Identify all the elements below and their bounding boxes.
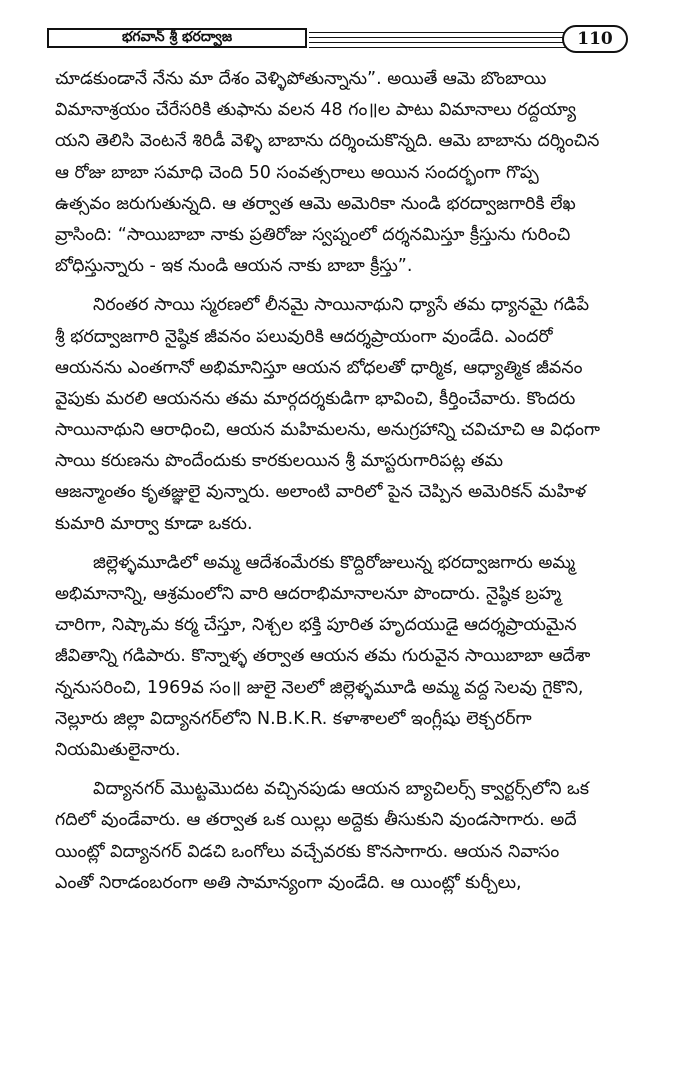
text-line: అభిమానాన్ని, ఆశ్రమంలోని వారి ఆదరాభిమానాలనూ పొందారు. నైష్ఠిక బ్రహ్మ [55, 584, 562, 604]
text-line: సాయి కరుణను పొందేందుకు కారకులయిన శ్రీ మాస్టరుగారిపట్ల తమ [55, 451, 504, 472]
text-line: నిరంతర సాయి స్మరణలో లీనమై సాయినాథుని ధ్యాసే తమ ధ్యానమై గడిపే [93, 295, 590, 316]
paragraph-4 [55, 774, 655, 899]
text-line: జిల్లెళ్ళమూడిలో అమ్మ ఆదేశంమేరకు కొద్దిరోజులున్న భరద్వాజగారు అమ్మ [93, 552, 575, 573]
text-line: శ్రీ భరద్వాజగారి నైష్ఠిక జీవనం పలువురికి ఆదర్శప్రాయంగా వుండేది. ఎందరో [55, 326, 553, 347]
text-line: ఆయనను ఎంతగానో అభిమానిస్తూ ఆయన బోధలతో ధార్మిక, ఆధ్యాత్మిక జీవనం [55, 357, 583, 378]
text-line: న్ననుసరించి, 1969వ సం॥ జులై నెలలో జిల్లెళ్ళమూడి అమ్మ వద్ద సెలవు గైకొని, [55, 677, 584, 698]
text-line: నియమితులైనారు. [55, 739, 181, 760]
text-line: ఆజన్మాంతం కృతజ్ఞులై వున్నారు. అలాంటి వారిలో పైన చెప్పిన అమెరికన్ మహిళ [55, 482, 587, 503]
text-line: గదిలో వుండేవారు. ఆ తర్వాత ఒక యిల్లు అద్దెకు తీసుకుని వుండసాగారు. అదే [55, 810, 577, 831]
text-line: ఎంతో నిరాడంబరంగా అతి సామాన్యంగా వుండేది. ఆ యింట్లో కుర్చీలు, [55, 872, 522, 893]
text-line: ఉత్సవం జరుగుతున్నది. ఆ తర్వాత ఆమె అమెరికా నుండి భరద్వాజగారికి లేఖ [55, 193, 576, 214]
page-body [55, 64, 655, 899]
paragraph-1 [55, 64, 655, 282]
paragraph-3 [55, 548, 655, 766]
text-line: చూడకుండానే నేను మా దేశం వెళ్ళిపోతున్నాను”. అయితే ఆమె బొంబాయి [55, 69, 547, 89]
text-line: విమానాశ్రయం చేరేసరికి తుఫాను వలన 48 గం॥ల పాటు విమానాలు రద్దయ్యా [55, 100, 577, 121]
paragraph-2 [55, 290, 655, 540]
text-line: వైపుకు మరలి ఆయనను తమ మార్గదర్శకుడిగా భావించి, కీర్తించేవారు. కొందరు [55, 388, 576, 409]
text-line: సాయినాథుని ఆరాధించి, ఆయన మహిమలను, అనుగ్రహాన్ని చవిచూచి ఆ విధంగా [55, 420, 600, 441]
text-line: కుమారి మార్వా కూడా ఒకరు. [55, 513, 253, 534]
book-title: భగవాన్ శ్రీ భరద్వాజ [47, 28, 307, 48]
text-line: బోధిస్తున్నారు - ఇక నుండి ఆయన నాకు బాబా క్రీస్తు”. [55, 256, 413, 277]
text-line: యని తెలిసి వెంటనే శిరిడీ వెళ్ళి బాబాను దర్శించుకొన్నది. ఆమె బాబాను దర్శించిన [55, 131, 600, 152]
text-line: విద్యానగర్ మొట్టమొదట వచ్చినపుడు ఆయన బ్యాచిలర్స్ క్వార్టర్స్‌లోని ఒక [93, 779, 589, 800]
text-line: ఆ రోజు బాబా సమాధి చెంది 50 సంవత్సరాలు అయిన సందర్భంగా గొప్ప [55, 162, 539, 183]
text-line: జీవితాన్ని గడిపారు. కొన్నాళ్ళ తర్వాత ఆయన తమ గురువైన సాయిబాబా ఆదేశా [55, 646, 591, 667]
text-line: యింట్లో విద్యానగర్ విడచి ఒంగోలు వచ్చేవరకు కొనసాగారు. ఆయన నివాసం [55, 841, 560, 862]
running-header [47, 28, 637, 52]
page-number: 110 [562, 25, 628, 53]
text-line: వ్రాసింది: “సాయిబాబా నాకు ప్రతిరోజు స్వప్నంలో దర్శనమిస్తూ క్రీస్తును గురించి [55, 224, 571, 245]
text-line: చారిగా, నిష్కామ కర్మ చేస్తూ, నిశ్చల భక్తి పూరిత హృదయుడై ఆదర్శప్రాయమైన [55, 615, 577, 636]
text-line: నెల్లూరు జిల్లా విద్యానగర్‌లోని N.B.K.R. కళాశాలలో ఇంగ్లీషు లెక్చరర్‌గా [55, 708, 532, 729]
